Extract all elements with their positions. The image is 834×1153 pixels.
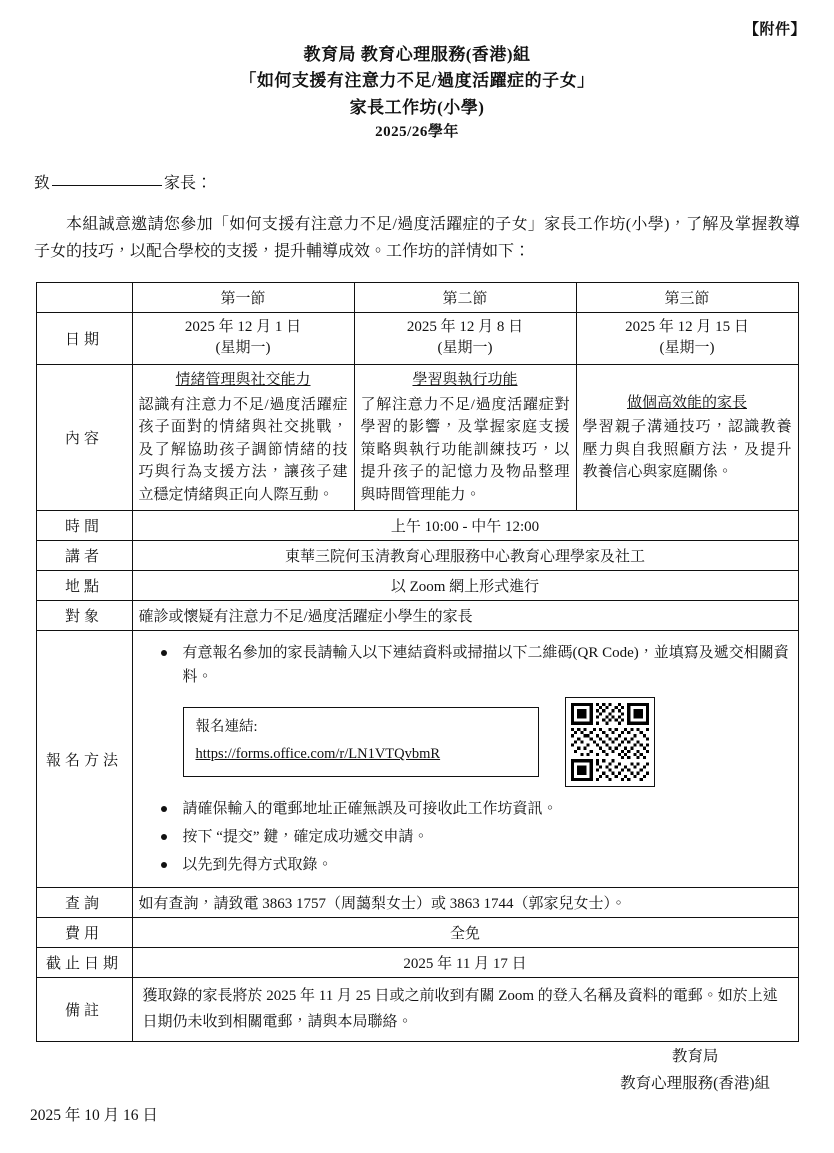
date-cell-3: [576, 312, 798, 365]
row-label-venue: 地點: [36, 571, 132, 601]
table-row-registration: [36, 631, 798, 888]
footer-signature-line-1: 教育局: [671, 1048, 719, 1066]
registration-bullet-2: 請確保輸入的電郵地址正確無誤及可接收此工作坊資訊。: [169, 797, 792, 821]
row-label-fee: 費用: [36, 918, 132, 948]
content-subtitle-3: 做個高效能的家長: [626, 394, 747, 411]
registration-bullet-1: 有意報名參加的家長請輸入以下連結資料或掃描以下二維碼(QR Code)，並填寫及遞交相關資料。: [169, 641, 792, 689]
table-row-target: [36, 601, 798, 631]
table-row-fee: [36, 918, 798, 948]
session-header-2: 第二節: [354, 282, 576, 312]
table-row-session-headers: [36, 282, 798, 312]
registration-link-url[interactable]: https://forms.office.com/r/LN1VTQvbmR: [195, 746, 441, 763]
title-line-2: 「如何支援有注意力不足/過度活躍症的子女」: [239, 71, 595, 91]
target-value: 確診或懷疑有注意力不足/過度活躍症小學生的家長: [132, 601, 798, 631]
date-cell-1: [132, 312, 354, 365]
table-row-enquiry: [36, 888, 798, 918]
date-weekday-2: (星期一): [437, 340, 493, 357]
date-value-3: 2025 年 12 月 15 日: [625, 318, 749, 335]
row-label-speaker: 講者: [36, 541, 132, 571]
session-header-1: 第一節: [132, 282, 354, 312]
row-label-remarks: 備註: [36, 978, 132, 1042]
enquiry-value: 如有查詢，請致電 3863 1757（周藹梨女士）或 3863 1744（郭家兒女士）。: [132, 888, 798, 918]
table-row-venue: [36, 571, 798, 601]
table-row-time: [36, 511, 798, 541]
table-row-deadline: [36, 948, 798, 978]
row-label-date: 日期: [36, 312, 132, 365]
registration-bullet-3: 按下 “提交” 鍵，確定成功遞交申請。: [169, 825, 792, 849]
row-label-registration: 報名方法: [36, 631, 132, 888]
registration-link-label: 報名連結:: [195, 718, 258, 735]
row-label-target: 對象: [36, 601, 132, 631]
fee-value: 全免: [132, 918, 798, 948]
content-subtitle-2: 學習與執行功能: [412, 372, 518, 389]
attachment-tag: 【附件】: [743, 22, 806, 38]
footer-date: 2025 年 10 月 16 日: [30, 1107, 158, 1124]
date-value-2: 2025 年 12 月 8 日: [406, 318, 524, 335]
salutation: [34, 170, 834, 193]
salutation-blank: [52, 185, 162, 186]
salutation-prefix: 致: [34, 175, 51, 193]
qr-code[interactable]: [565, 697, 655, 787]
content-body-1: 認識有注意力不足/過度活躍症孩子面對的情緒與社交挑戰，及了解協助孩子調節情緒的技巧與行為支援方法，讓孩子建立穩定情緒與正向人際互動。: [138, 396, 348, 503]
content-cell-3: [576, 365, 798, 511]
remarks-value: 獲取錄的家長將於 2025 年 11 月 25 日或之前收到有關 Zoom 的登入名稱及資料的電郵。如於上述日期仍未收到相關電郵，請與本局聯絡。: [132, 978, 798, 1042]
time-value: 上午 10:00 - 中午 12:00: [132, 511, 798, 541]
registration-bullet-list-top: [139, 641, 792, 689]
row-label-time: 時間: [36, 511, 132, 541]
content-cell-2: [354, 365, 576, 511]
empty-corner-cell: [36, 282, 132, 312]
footer-signature: [620, 1044, 770, 1097]
deadline-value: 2025 年 11 月 17 日: [132, 948, 798, 978]
content-body-2: 了解注意力不足/過度活躍症對學習的影響，及掌握家庭支援策略與執行功能訓練技巧，以提升孩子的記憶力及物品整理與時間管理能力。: [360, 396, 570, 503]
row-label-deadline: 截止日期: [36, 948, 132, 978]
footer-signature-line-2: 教育心理服務(香港)組: [620, 1074, 770, 1092]
intro-paragraph: 本組誠意邀請您參加「如何支援有注意力不足/過度活躍症的子女」家長工作坊(小學)，了解及掌握教導子女的技巧，以配合學校的支援，提升輔導成效。工作坊的詳情如下：: [34, 216, 800, 261]
title-line-3: 家長工作坊(小學): [349, 97, 485, 117]
document-title-block: [0, 0, 834, 144]
row-label-content: 內容: [36, 365, 132, 511]
session-header-3: 第三節: [576, 282, 798, 312]
table-row-speaker: [36, 541, 798, 571]
venue-value: 以 Zoom 網上形式進行: [132, 571, 798, 601]
details-table: [36, 282, 799, 1043]
qr-code-image: [571, 703, 649, 781]
content-body-3: 學習親子溝通技巧，認識教養壓力與自我照顧方法，及提升教養信心與家庭關係。: [582, 419, 792, 481]
row-label-enquiry: 查詢: [36, 888, 132, 918]
registration-link-qr-row: [183, 697, 792, 787]
registration-bullet-4: 以先到先得方式取錄。: [169, 853, 792, 877]
registration-cell: [132, 631, 798, 888]
date-value-1: 2025 年 12 月 1 日: [184, 318, 302, 335]
salutation-suffix: 家長：: [164, 175, 213, 193]
registration-link-box: [183, 707, 539, 777]
title-line-1: 教育局 教育心理服務(香港)組: [303, 45, 531, 64]
speaker-value: 東華三院何玉清教育心理服務中心教育心理學家及社工: [132, 541, 798, 571]
table-row-date: [36, 312, 798, 365]
date-weekday-3: (星期一): [659, 340, 715, 357]
title-line-4: 2025/26學年: [375, 124, 459, 141]
date-weekday-1: (星期一): [215, 340, 271, 357]
table-row-content: [36, 365, 798, 511]
table-row-remarks: [36, 978, 798, 1042]
content-subtitle-1: 情緒管理與社交能力: [175, 372, 311, 389]
date-cell-2: [354, 312, 576, 365]
registration-bullet-list-rest: [139, 797, 792, 877]
content-cell-1: [132, 365, 354, 511]
